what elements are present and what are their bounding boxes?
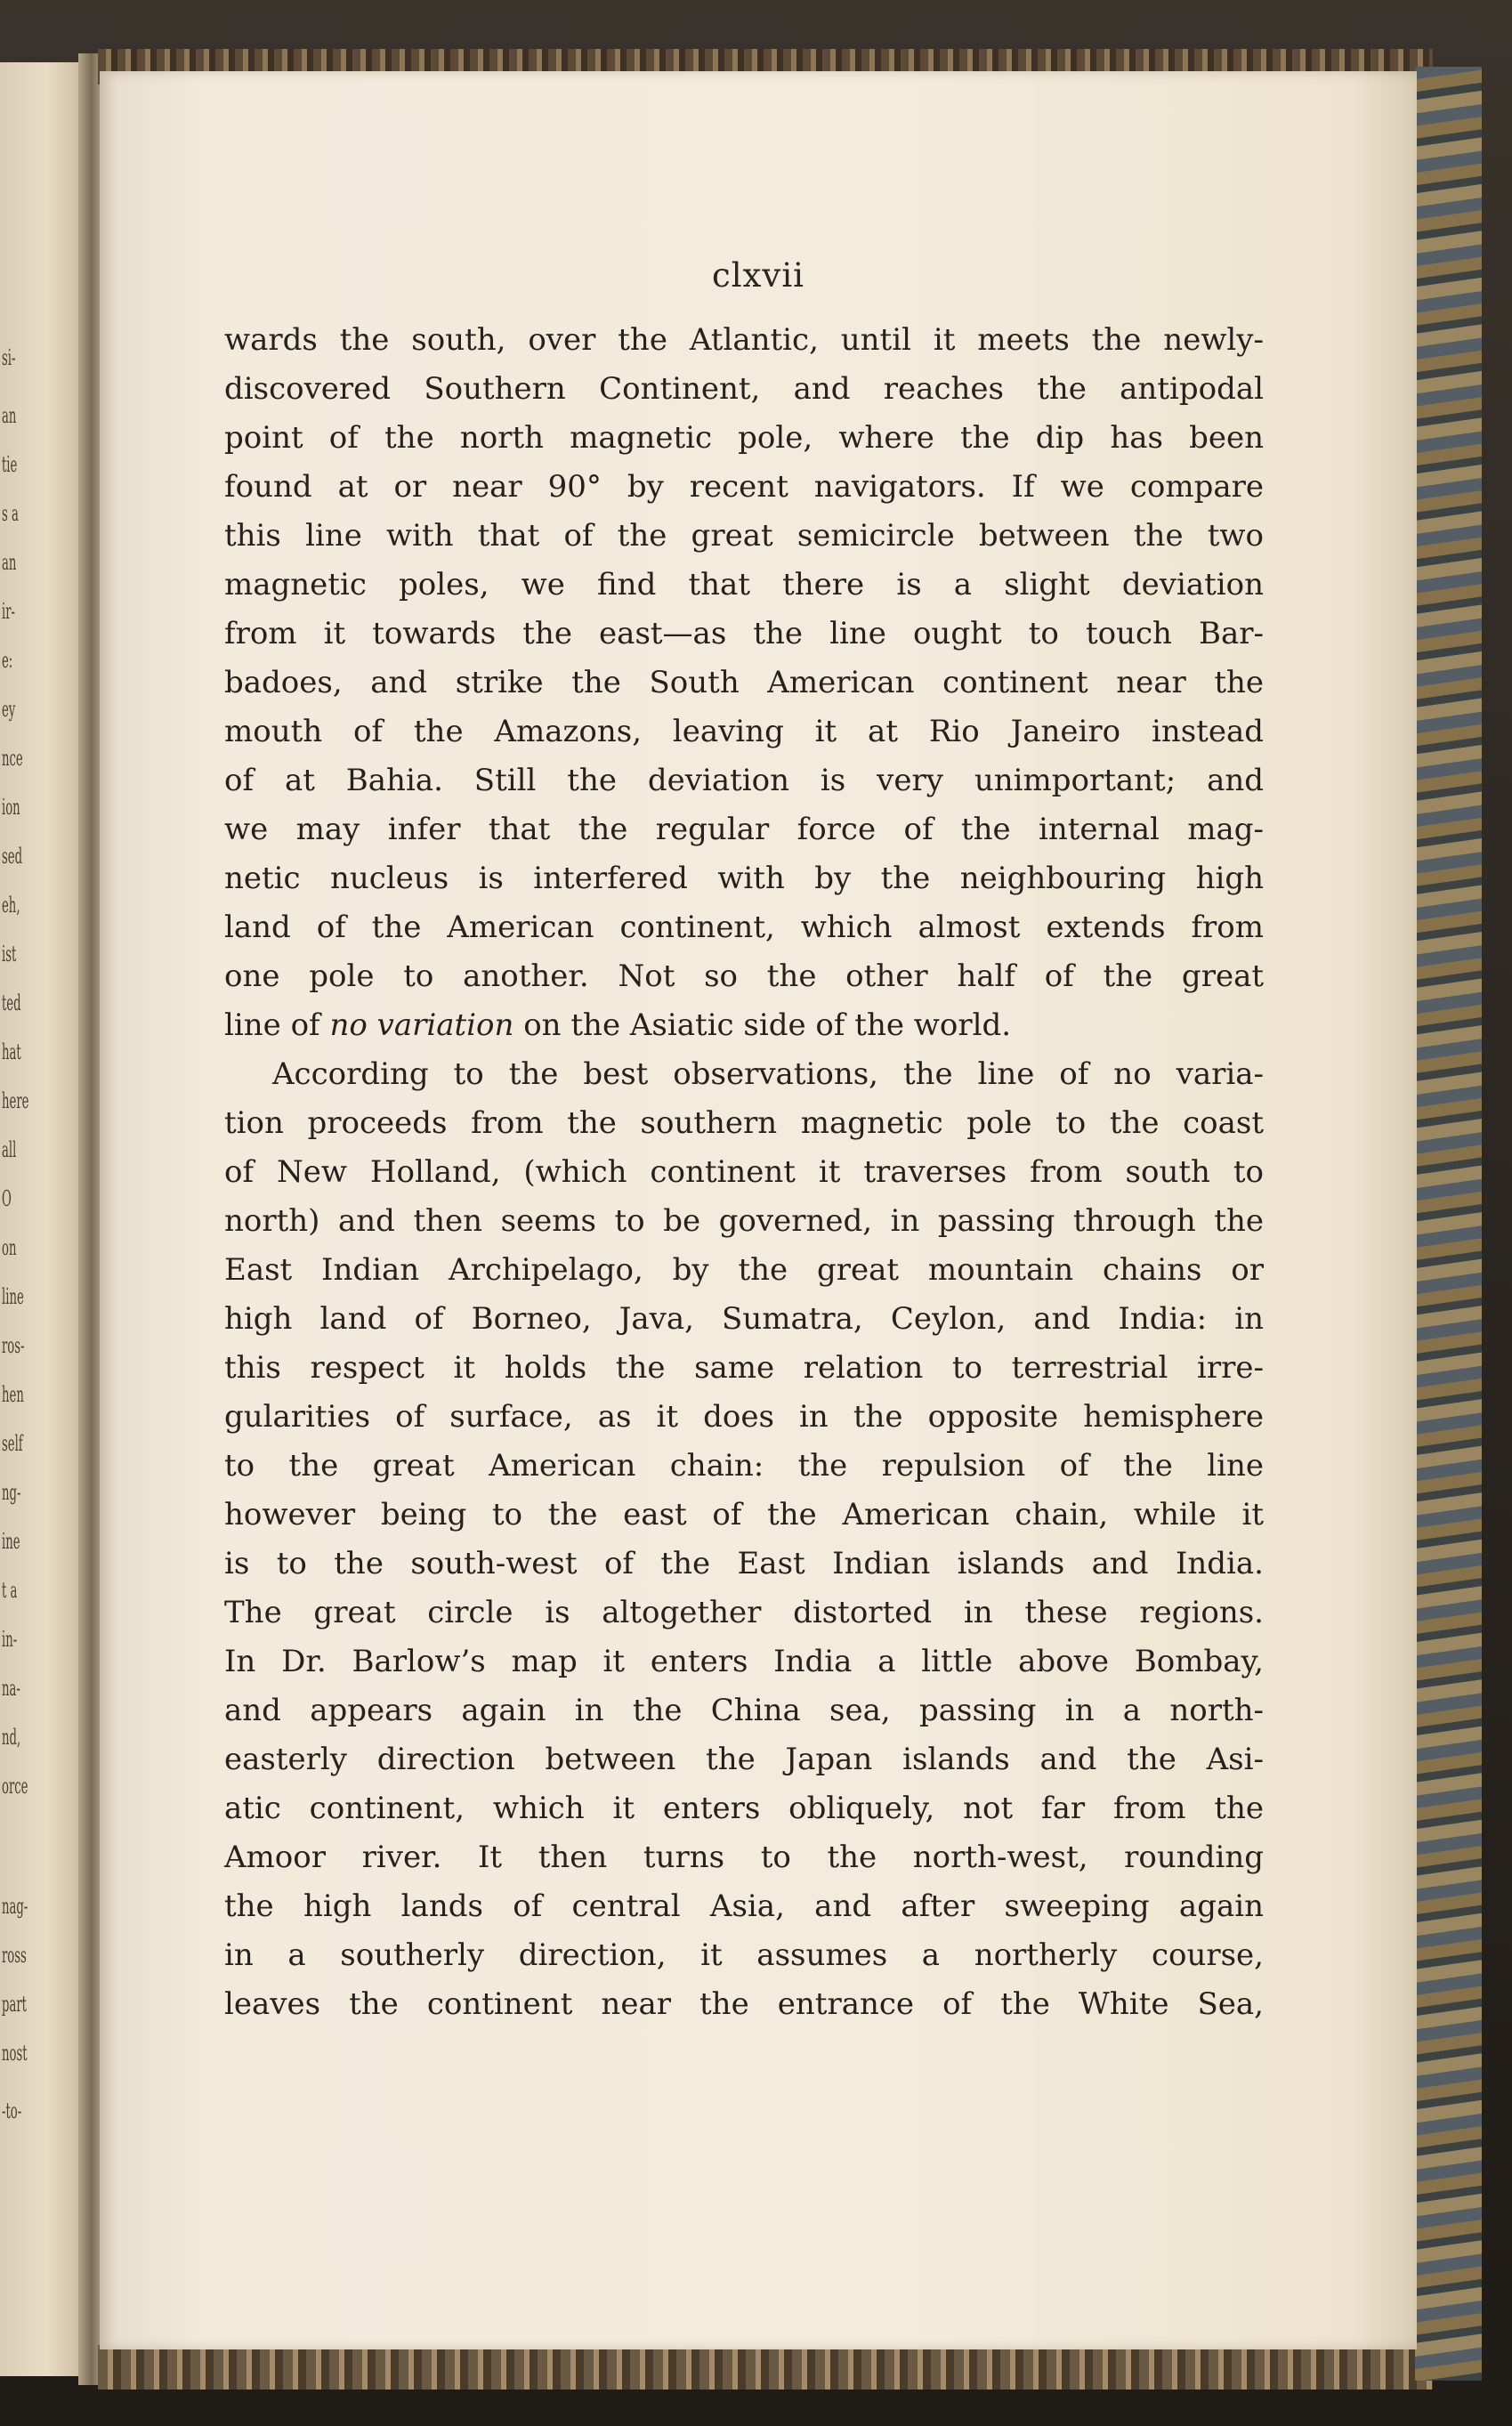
text-line: of at Bahia. Still the deviation is very unimportant; and: [224, 763, 1264, 798]
left-page-fragment: si-: [2, 345, 16, 370]
text-line: atic continent, which it enters obliquely, not far from the: [224, 1791, 1264, 1826]
left-page-fragment: ross: [2, 1943, 27, 1968]
left-page-fragment: in-: [2, 1627, 18, 1652]
italic-phrase: no variation: [329, 1007, 514, 1043]
left-page-fragment: nost: [2, 2041, 28, 2066]
text-line: leaves the continent near the entrance of the White Sea,: [224, 1986, 1264, 2022]
left-page-fragment: hat: [2, 1039, 21, 1064]
marbled-fore-edge: [1415, 67, 1482, 2381]
text-run: line of: [224, 1007, 330, 1043]
paragraph-2: [224, 1050, 1264, 2029]
text-line: easterly direction between the Japan islands and the Asi-: [224, 1742, 1264, 1777]
left-page-edge: [0, 62, 85, 2376]
left-page-fragment: all: [2, 1137, 17, 1162]
text-line: The great circle is altogether distorted in these regions.: [224, 1595, 1264, 1630]
paragraph-1: [224, 316, 1264, 1050]
left-page-fragment: t a: [2, 1578, 18, 1603]
text-line: land of the American continent, which almost extends from: [224, 910, 1264, 945]
left-page-fragment: tie: [2, 452, 18, 477]
left-page-fragment: ey: [2, 697, 16, 722]
text-line: wards the south, over the Atlantic, until it meets the newly-: [224, 322, 1264, 358]
text-line: East Indian Archipelago, by the great mountain chains or: [224, 1252, 1264, 1288]
text-line: badoes, and strike the South American continent near the: [224, 665, 1264, 700]
left-page-fragment: sed: [2, 844, 23, 869]
left-page-fragment: hen: [2, 1382, 24, 1407]
text-line: magnetic poles, we find that there is a slight deviation: [224, 567, 1264, 602]
left-page-fragment: ion: [2, 795, 20, 820]
text-line: mouth of the Amazons, leaving it at Rio Janeiro instead: [224, 714, 1264, 749]
text-line: high land of Borneo, Java, Sumatra, Ceylon, and India: in: [224, 1301, 1264, 1337]
left-page-fragment: ist: [2, 942, 17, 966]
page-stack-bottom-edge: [98, 2345, 1433, 2390]
text-line: we may infer that the regular force of the internal mag-: [224, 812, 1264, 847]
left-page-fragment: part: [2, 1992, 27, 2017]
text-line: is to the south-west of the East Indian islands and India.: [224, 1546, 1264, 1581]
book-page: [100, 71, 1417, 2349]
left-page-fragment: eh,: [2, 893, 20, 918]
text-line: point of the north magnetic pole, where the dip has been: [224, 420, 1264, 456]
text-line: the high lands of central Asia, and after sweeping again: [224, 1888, 1264, 1924]
left-page-fragment: an: [2, 403, 17, 428]
left-page-fragment: ted: [2, 991, 21, 1015]
left-page-fragment: O: [2, 1186, 12, 1211]
body-text: [224, 316, 1264, 2029]
left-page-fragment: s a: [2, 501, 19, 526]
text-line: from it towards the east—as the line ought to touch Bar-: [224, 616, 1264, 651]
page-number: clxvii: [712, 256, 805, 295]
left-page-fragment: ng-: [2, 1480, 21, 1505]
left-page-fragment: nce: [2, 746, 23, 771]
text-line: in a southerly direction, it assumes a northerly course,: [224, 1937, 1264, 1973]
left-page-fragment: self: [2, 1431, 23, 1456]
left-page-fragment: -to-: [2, 2098, 22, 2123]
text-line: one pole to another. Not so the other half of the great: [224, 958, 1264, 994]
text-line: According to the best observations, the line of no varia-: [272, 1056, 1264, 1092]
text-line: and appears again in the China sea, passing in a north-: [224, 1693, 1264, 1728]
left-page-fragment: line: [2, 1284, 24, 1309]
left-page-fragment: here: [2, 1088, 29, 1113]
text-line: north) and then seems to be governed, in passing through the: [224, 1203, 1264, 1239]
left-page-fragment: ir-: [2, 599, 15, 624]
text-line: this respect it holds the same relation to terrestrial irre-: [224, 1350, 1264, 1386]
left-page-fragment: nag-: [2, 1894, 28, 1919]
text-run: on the Asiatic side of the world.: [513, 1007, 1012, 1043]
text-line: In Dr. Barlow’s map it enters India a little above Bombay,: [224, 1644, 1264, 1679]
text-line: Amoor river. It then turns to the north-west, rounding: [224, 1840, 1264, 1875]
text-line: tion proceeds from the southern magnetic pole to the coast: [224, 1105, 1264, 1141]
text-line: to the great American chain: the repulsion of the line: [224, 1448, 1264, 1484]
text-line: however being to the east of the American chain, while it: [224, 1497, 1264, 1532]
left-page-fragment: an: [2, 550, 17, 575]
text-line: this line with that of the great semicircle between the two: [224, 518, 1264, 554]
text-line: gularities of surface, as it does in the opposite hemisphere: [224, 1399, 1264, 1435]
left-page-fragment: on: [2, 1235, 17, 1260]
text-line: found at or near 90° by recent navigators. If we compare: [224, 469, 1264, 505]
left-page-fragment: nd,: [2, 1725, 21, 1750]
left-page-fragment: e:: [2, 648, 13, 673]
text-line: of New Holland, (which continent it traverses from south to: [224, 1154, 1264, 1190]
left-page-fragment: orce: [2, 1774, 28, 1799]
left-page-fragment: ros-: [2, 1333, 25, 1358]
text-line: [224, 1001, 1264, 1050]
left-page-fragment: ine: [2, 1529, 20, 1554]
left-page-fragment: na-: [2, 1676, 20, 1701]
text-line: netic nucleus is interfered with by the neighbouring high: [224, 861, 1264, 896]
text-line: discovered Southern Continent, and reaches the antipodal: [224, 371, 1264, 407]
